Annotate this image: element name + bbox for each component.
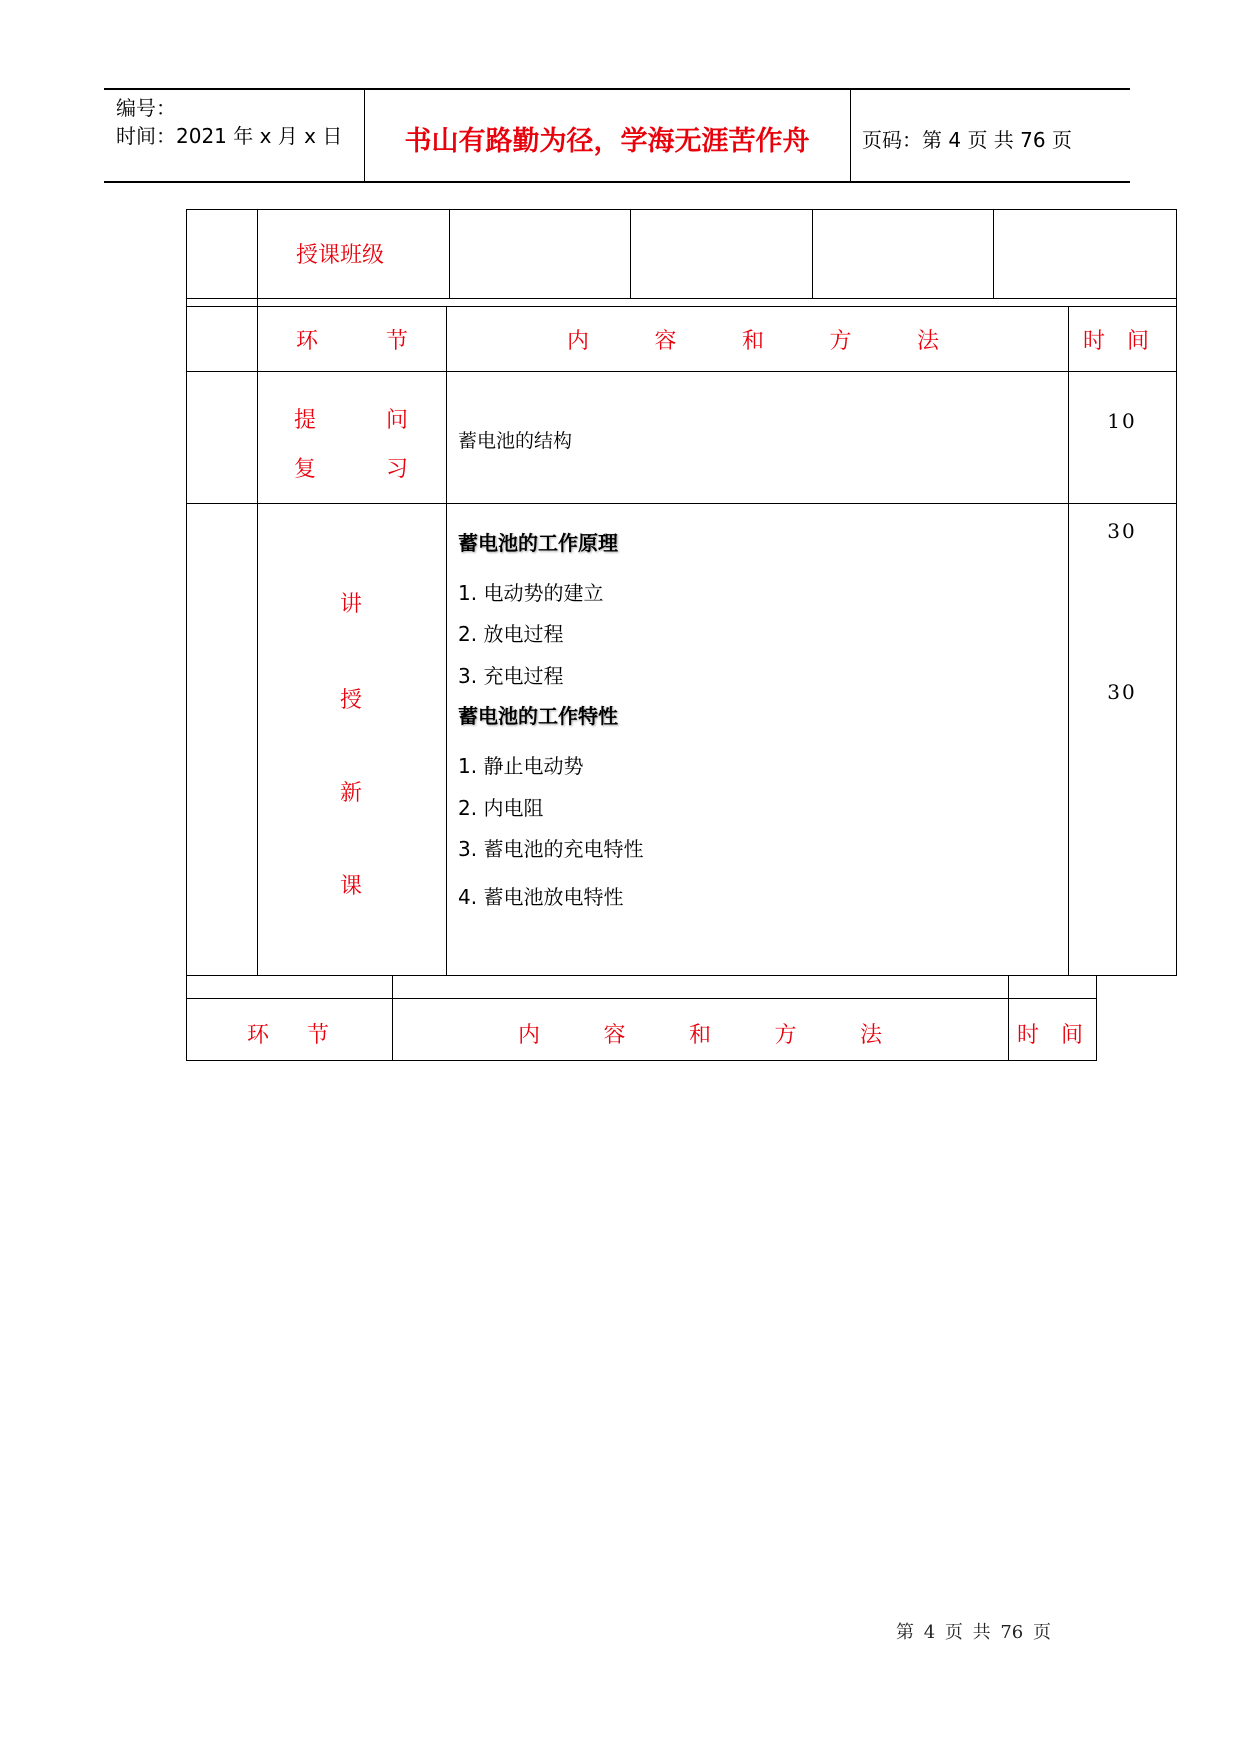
lecture-char-2: 授 <box>340 688 363 713</box>
lecture-item: 4. 蓄电池放电特性 <box>458 885 624 909</box>
t1-col-class-c <box>812 209 813 299</box>
head-char: 内 <box>567 329 590 354</box>
t2-head-time <box>1017 1018 1083 1049</box>
t1-col-1 <box>257 209 258 976</box>
head-char: 环 <box>247 1023 270 1048</box>
t1-head-section <box>296 324 408 355</box>
head-char: 和 <box>688 1023 711 1048</box>
review-label-row2 <box>294 452 408 483</box>
t1-rule-review-bottom <box>186 503 1177 504</box>
header-divider-right <box>850 88 851 183</box>
head-char: 容 <box>603 1023 626 1048</box>
review-content: 蓄电池的结构 <box>458 430 573 452</box>
lecture-char-4: 课 <box>340 874 363 899</box>
head-char: 节 <box>385 329 408 354</box>
t1-rule-class-bottom <box>186 298 1177 299</box>
t2-col-2 <box>1008 975 1009 1061</box>
t1-rule-head-top <box>186 306 1177 307</box>
lecture-heading-characteristics: 蓄电池的工作特性 <box>458 704 618 728</box>
t1-head-time <box>1083 324 1149 355</box>
t1-col-content <box>446 306 447 976</box>
t1-head-content <box>567 324 939 355</box>
head-char: 方 <box>774 1023 797 1048</box>
lecture-heading-principle: 蓄电池的工作原理 <box>458 531 618 555</box>
t1-rule-head-bottom <box>186 371 1177 372</box>
lecture-time-2: 30 <box>1107 680 1137 704</box>
header-top-rule <box>104 88 1130 90</box>
t2-col-1 <box>392 975 393 1061</box>
head-char: 间 <box>1126 329 1149 354</box>
review-char: 提 <box>294 408 317 433</box>
class-label: 授课班级 <box>296 243 385 268</box>
head-char: 时 <box>1017 1023 1040 1048</box>
lecture-item: 2. 放电过程 <box>458 622 564 646</box>
head-char: 方 <box>829 329 852 354</box>
head-char: 内 <box>518 1023 541 1048</box>
t1-col-class-a <box>449 209 450 299</box>
t1-col-time <box>1068 306 1069 976</box>
head-char: 节 <box>306 1023 329 1048</box>
lecture-item: 2. 内电阻 <box>458 796 544 820</box>
review-char: 问 <box>385 408 408 433</box>
lecture-time-1: 30 <box>1107 519 1137 543</box>
header-motto: 书山有路勤为径，学海无涯苦作舟 <box>404 126 810 157</box>
head-char: 时 <box>1083 329 1106 354</box>
header-number-label: 编号： <box>116 96 176 120</box>
t2-rule-mid <box>186 998 1097 999</box>
t2-rule-bottom <box>186 1060 1097 1061</box>
t2-head-section <box>247 1018 329 1049</box>
t1-col-class-d <box>993 209 994 299</box>
t2-col-right <box>1096 975 1097 1061</box>
lecture-item: 3. 蓄电池的充电特性 <box>458 837 644 861</box>
t1-col-left <box>186 209 187 976</box>
head-char: 法 <box>859 1023 882 1048</box>
t2-col-left <box>186 975 187 1061</box>
head-char: 环 <box>296 329 319 354</box>
head-char: 间 <box>1060 1023 1083 1048</box>
lecture-item: 1. 电动势的建立 <box>458 581 604 605</box>
header-page-code: 页码：第 4 页 共 76 页 <box>862 128 1072 152</box>
t1-col-right <box>1176 209 1177 976</box>
head-char: 法 <box>916 329 939 354</box>
t1-col-class-b <box>630 209 631 299</box>
header-bottom-rule <box>104 181 1130 183</box>
lecture-char-1: 讲 <box>340 592 363 617</box>
review-char: 复 <box>294 457 317 482</box>
header-time-label: 时间：2021 年 x 月 x 日 <box>116 124 343 148</box>
lecture-item: 3. 充电过程 <box>458 664 564 688</box>
head-char: 和 <box>741 329 764 354</box>
t1-rule-top <box>186 209 1177 210</box>
head-char: 容 <box>654 329 677 354</box>
lecture-char-3: 新 <box>340 781 363 806</box>
lecture-item: 1. 静止电动势 <box>458 754 584 778</box>
page-footer: 第 4 页 共 76 页 <box>896 1622 1051 1643</box>
review-label-row1 <box>294 403 408 434</box>
review-char: 习 <box>385 457 408 482</box>
t2-head-content <box>518 1018 882 1049</box>
review-time: 10 <box>1107 409 1137 433</box>
t1-rule-bottom <box>186 975 1177 976</box>
